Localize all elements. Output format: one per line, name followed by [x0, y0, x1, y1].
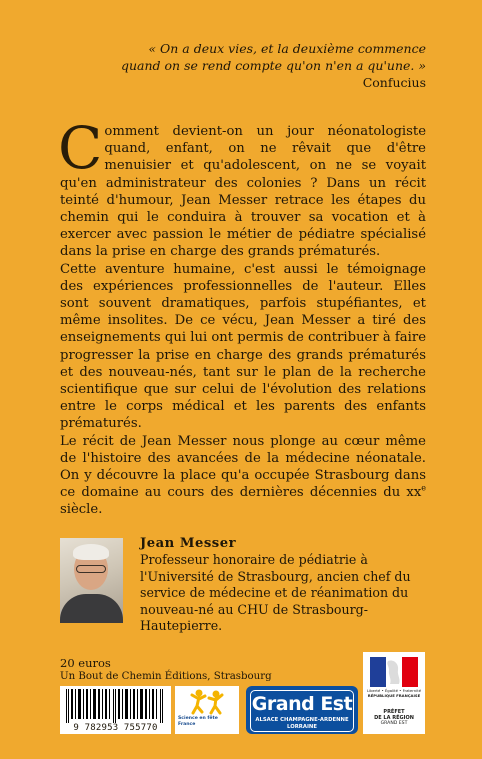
republic-motto: Liberté • Égalité • Fraternité	[366, 688, 422, 693]
epigraph	[120, 40, 426, 91]
century-numeral: xx	[406, 485, 422, 501]
blurb-paragraph-1	[58, 114, 426, 261]
region-name-label: GRAND EST	[380, 721, 408, 726]
blurb-paragraph-2: Cette aventure humaine, c'est aussi le témoignage des expériences professionnelles de l'auteur. Elles sont souvent dramatiques, parfois stupéfiantes, et même insolites. De ce vécu, Jean Messer a tiré des enseignements qui lui ont permis de contribuer à faire progresser la prise en charge des grands prématurés et des nouveau-nés, tant sur le plan de la recherche scientifique que sur celui de l'évolution des relations entre le corps médical et les parents des enfants prématurés.	[60, 261, 426, 432]
isbn-barcode	[60, 686, 171, 734]
blurb-paragraph-1-text: omment devient-on un jour néonatologiste quand, enfant, on ne rêvait que d'être menuisier et qu'adolescent, on ne se voyait qu'en administrateur des colonies ? Dans un récit teinté d'humour, Jean Messer retrace les étapes du chemin qui le conduira à trouver sa vocation et à exercer avec passion le métier de pédiatre spécialisé dans la prise en charge des grands prématurés.	[60, 124, 426, 260]
science-en-fete-label: Science en fête France	[178, 716, 218, 727]
barcode-digits: 9 782953 755770	[73, 723, 158, 733]
dancing-figures-icon	[175, 686, 239, 716]
grand-est-subtitle: ALSACE CHAMPAGNE-ARDENNE LORRAINE	[255, 717, 349, 730]
drop-cap: C	[58, 114, 103, 182]
de-la-region-label: DE LA RÉGION	[374, 715, 414, 721]
author-bio: Professeur honoraire de pédiatrie à l'Université de Strasbourg, ancien chef du service de médecine et de réanimation du nouveau-né au CHU de Strasbourg-Hautepierre.	[140, 552, 411, 634]
prefet-label: PRÉFET	[383, 709, 405, 715]
epigraph-quote: « On a deux vies, et la deuxième commence quand on se rend compte qu'on n'en a qu'une. »	[121, 41, 426, 73]
grand-est-logo	[246, 686, 358, 734]
barcode-bars	[66, 689, 165, 723]
blurb-paragraph-3: Le récit de Jean Messer nous plonge au cœur même de l'histoire des avancées de la médecine néonatale. On y découvre la place qu'a occupée Strasbourg dans ce domaine au cours des dernières décennies du $xx^e$ siècle.	[60, 433, 426, 518]
century-suffix: e	[421, 483, 426, 493]
republique-francaise: RÉPUBLIQUE FRANÇAISE	[367, 693, 421, 698]
epigraph-author: Confucius	[362, 75, 426, 90]
marianne-flag-icon	[370, 657, 418, 687]
blurb	[58, 114, 426, 519]
publisher: Un Bout de Chemin Éditions, Strasbourg	[60, 671, 272, 682]
grand-est-title: Grand Est	[251, 693, 353, 715]
author-photo	[60, 538, 123, 623]
author-name: Jean Messer	[140, 536, 237, 551]
science-en-fete-logo	[175, 686, 239, 734]
price: 20 euros	[60, 656, 111, 670]
prefet-region-logo	[363, 652, 425, 734]
